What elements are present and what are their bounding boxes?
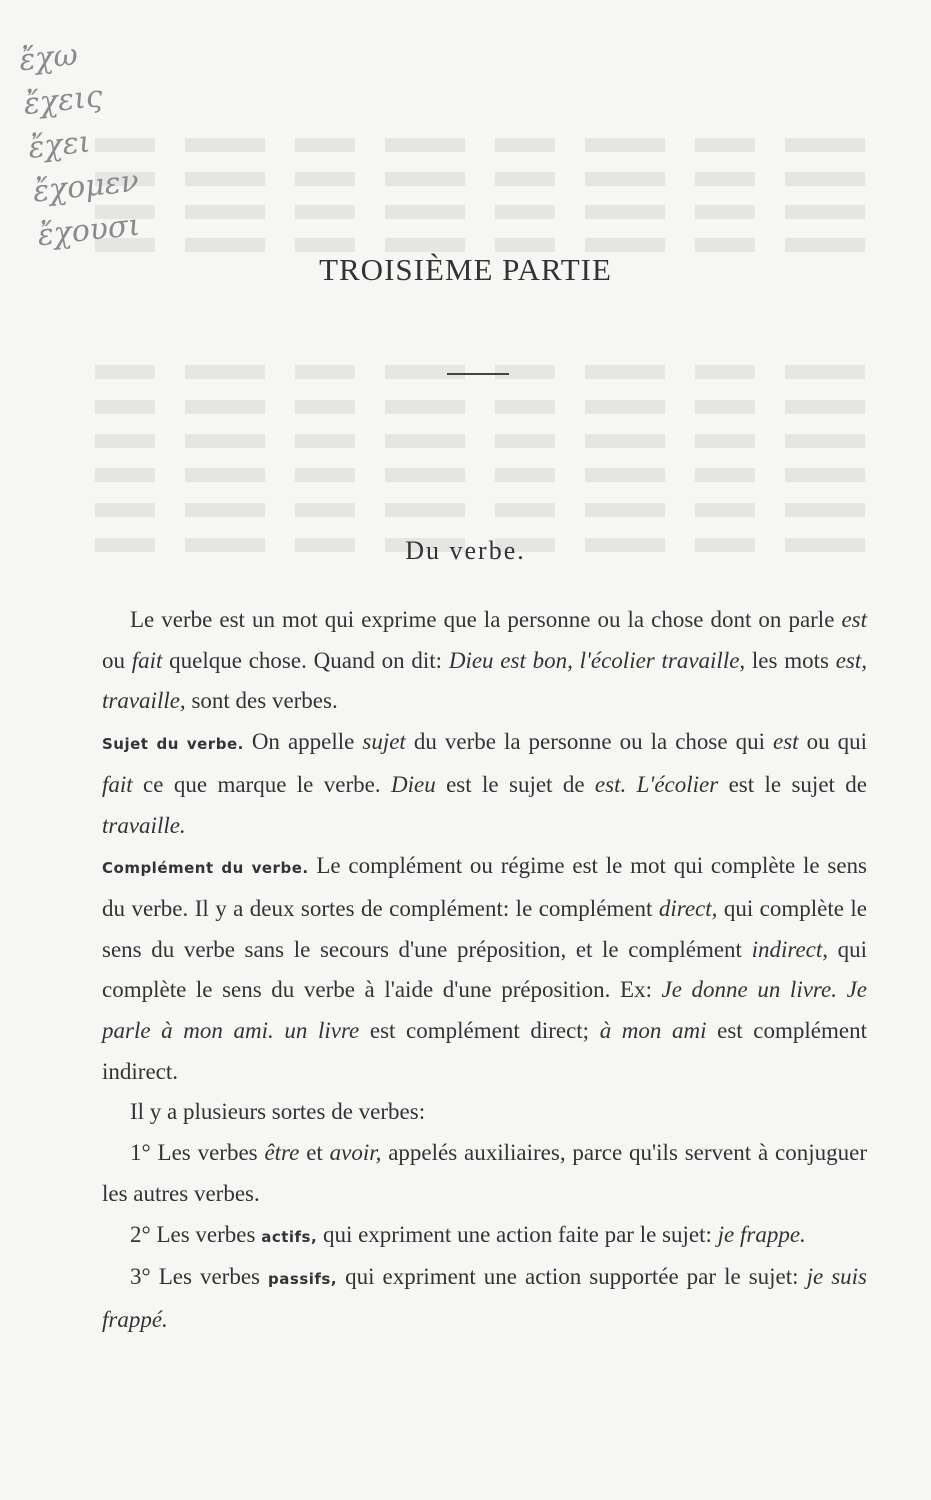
paragraph-kinds-intro: Il y a plusieurs sortes de verbes: — [130, 1099, 426, 1125]
part-title: TROISIÈME PARTIE — [319, 252, 612, 287]
list-item-passive: 3° Les verbes passifs, qui expriment une action supportée par le sujet: je suis frappé. — [102, 1264, 867, 1332]
handwritten-margin-notes — [17, 22, 209, 259]
margin-note: ἔχει — [26, 124, 93, 166]
margin-note: ἔχεις — [21, 78, 105, 123]
section-title: Du verbe. — [405, 536, 526, 565]
margin-note: ἔχουσι — [35, 207, 142, 254]
run-in-heading: Complément du verbe. — [102, 859, 309, 878]
margin-note: ἔχομεν — [31, 163, 141, 210]
run-in-heading: Sujet du verbe. — [102, 735, 244, 754]
margin-note: ἔχω — [17, 37, 80, 79]
title-divider — [447, 373, 509, 375]
list-item-active: 2° Les verbes actifs, qui expriment une action faite par le sujet: je frappe. — [130, 1221, 806, 1247]
body-text — [102, 600, 867, 1341]
paragraph-complement: Complément du verbe. Le complément ou régime est le mot qui complète le sens du verbe. Il y a deux sortes de complément: le complément direct, qui complète le sens du verbe sans le secours d'une préposition, et le complément indirect, qui complète le sens du verbe à l'aide d'une préposition. Ex: Je donne un livre. Je parle à mon ami. un livre est complément direct; à mon ami est complément indirect. — [102, 853, 868, 1084]
paragraph-subject: Sujet du verbe. On appelle sujet du verbe la personne ou la chose qui est ou qui fait ce que marque le verbe. Dieu est le sujet de est. L'écolier est le sujet de travaille. — [102, 729, 868, 838]
paragraph-definition: Le verbe est un mot qui exprime que la personne ou la chose dont on parle est ou fait quelque chose. Quand on dit: Dieu est bon, l'écolier travaille, les mots est, travaille, sont des verbes. — [102, 607, 868, 714]
list-item-auxiliary: 1° Les verbes être et avoir, appelés auxiliaires, parce qu'ils servent à conjuguer les autres verbes. — [102, 1140, 867, 1206]
